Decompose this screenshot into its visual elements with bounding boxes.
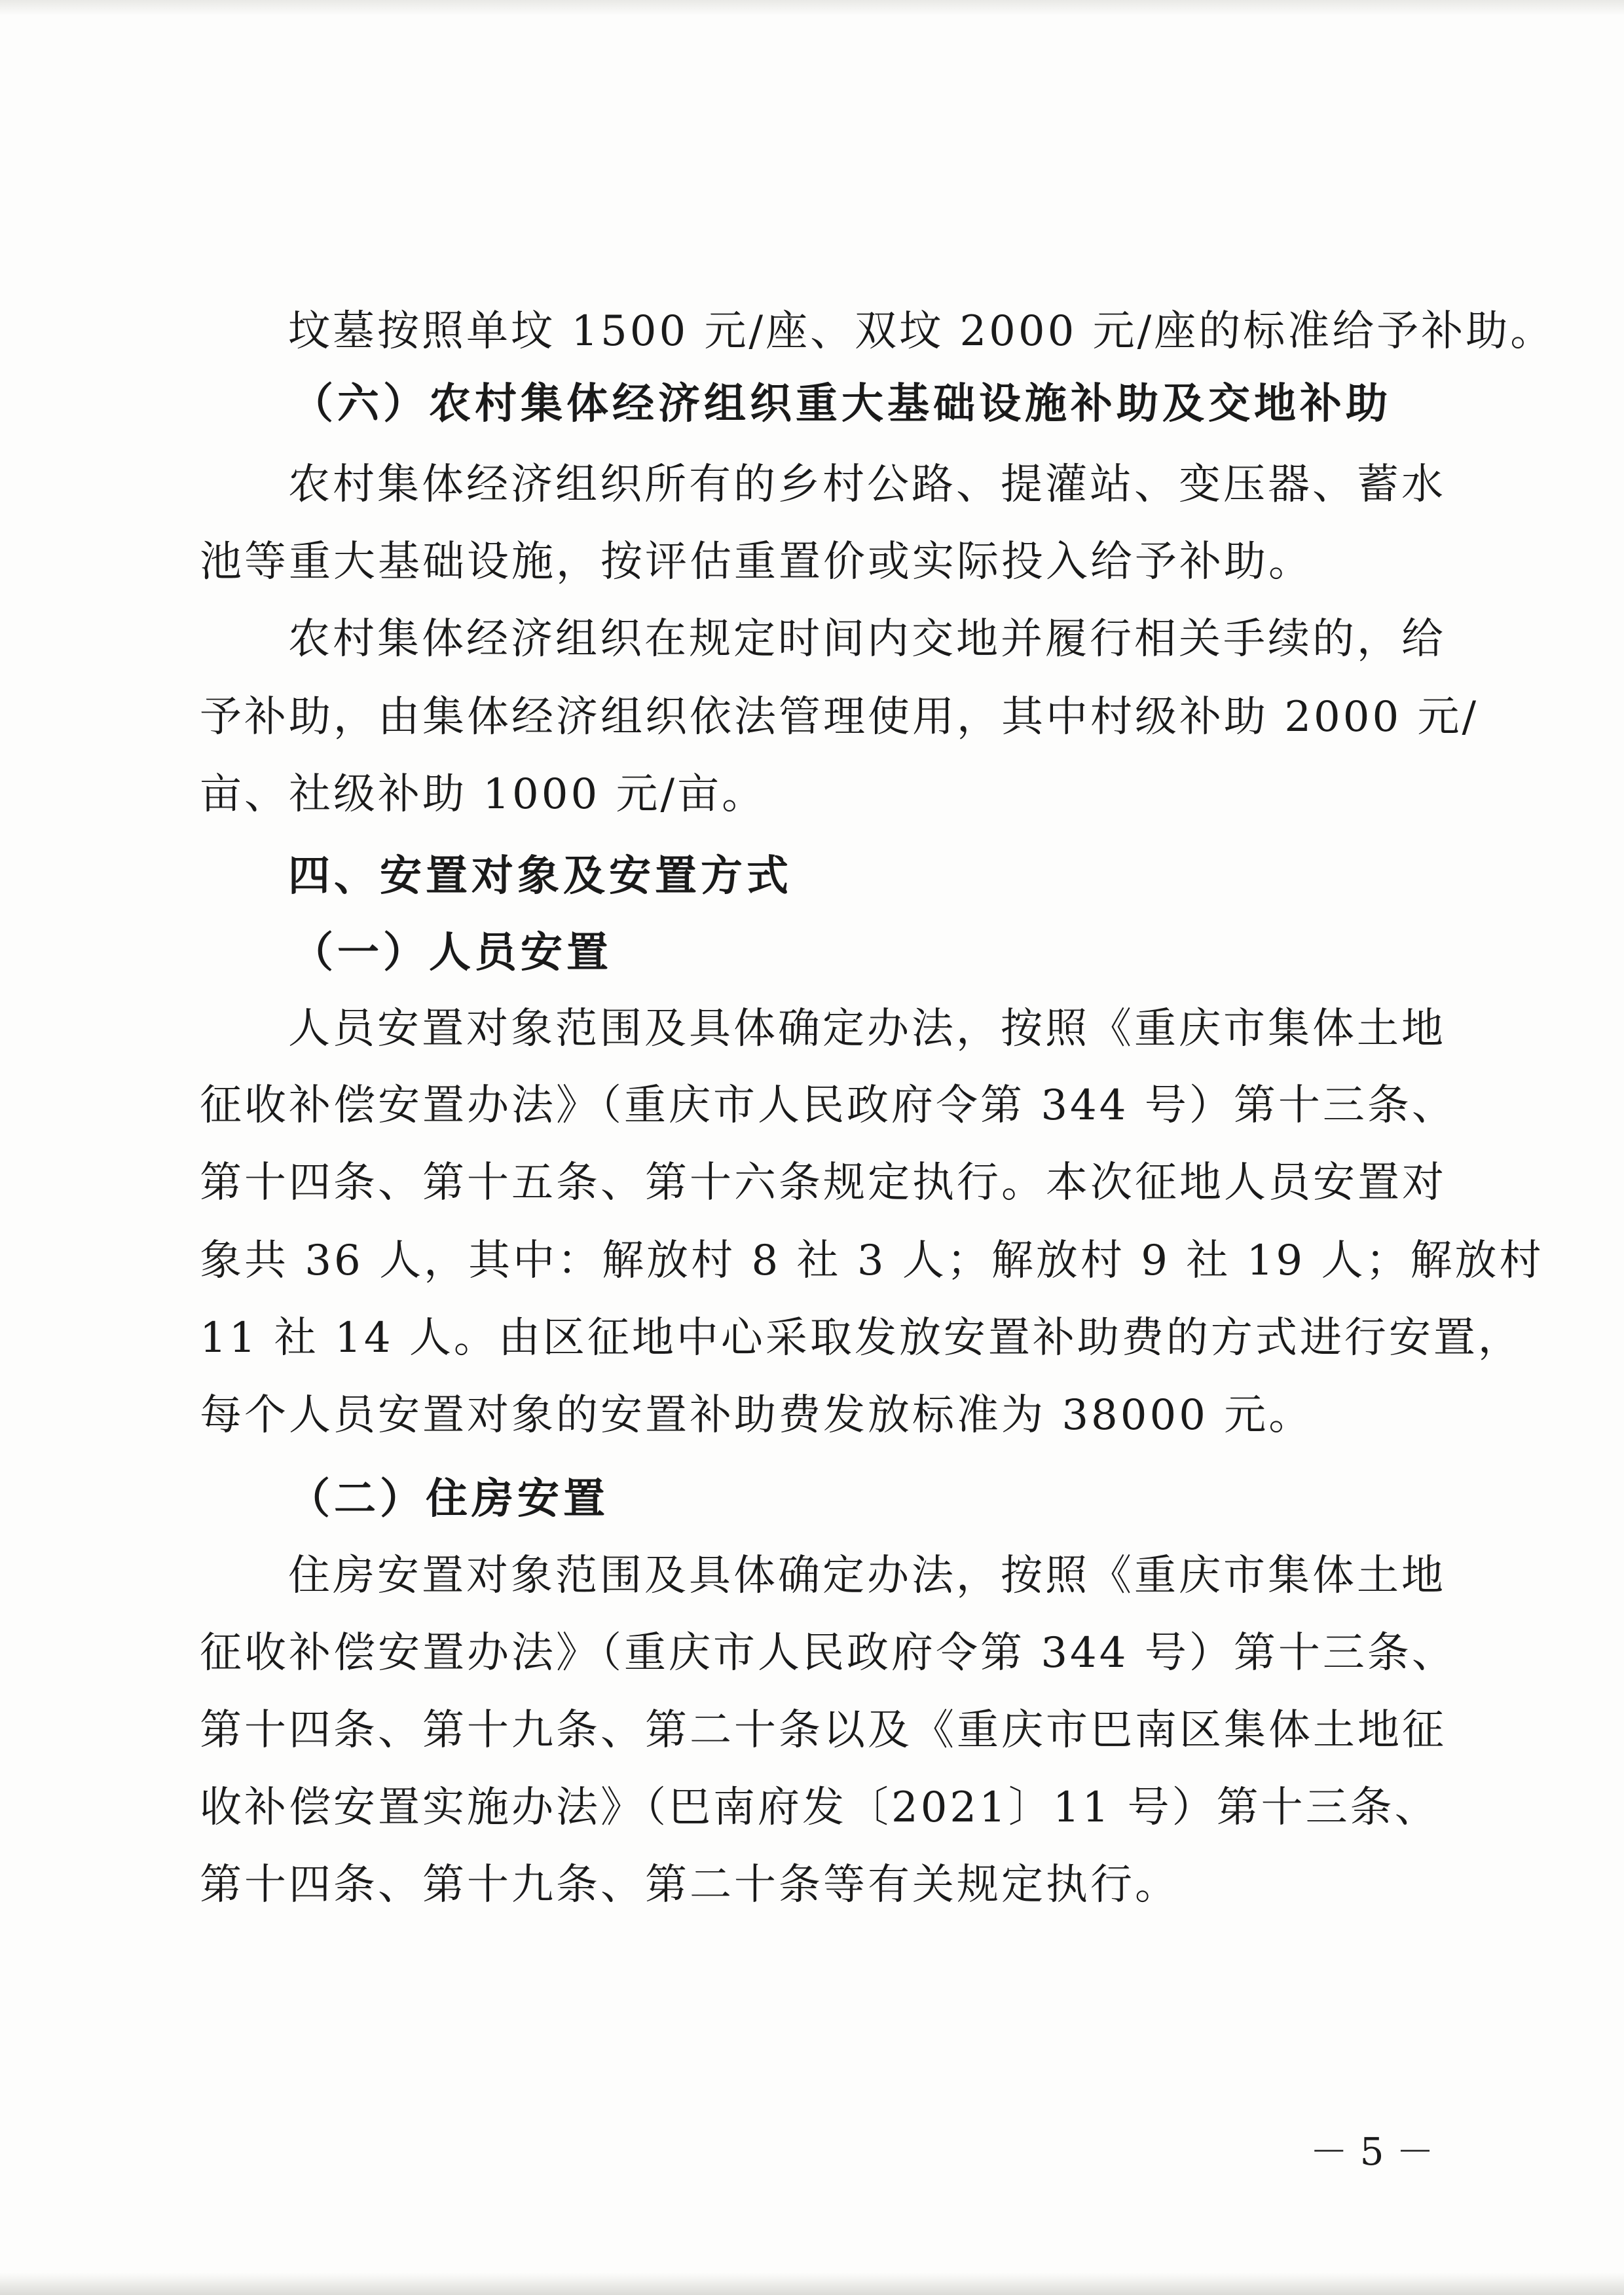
text-line-18: 征收补偿安置办法》（重庆市人民政府令第 344 号）第十三条、	[200, 1629, 1456, 1677]
text-line-20: 收补偿安置实施办法》（巴南府发〔2021〕11 号）第十三条、	[200, 1783, 1439, 1832]
text-line-1: 坟墓按照单坟 1500 元/座、双坟 2000 元/座的标准给予补助。	[288, 307, 1555, 356]
text-line-6: 予补助，由集体经济组织依法管理使用，其中村级补助 2000 元/	[200, 693, 1479, 741]
subheading-six: （六）农村集体经济组织重大基础设施补助及交地补助	[291, 379, 1392, 428]
text-line-21: 第十四条、第十九条、第二十条等有关规定执行。	[200, 1861, 1179, 1909]
text-line-10: 人员安置对象范围及具体确定办法，按照《重庆市集体土地	[288, 1005, 1446, 1053]
text-line-12: 第十四条、第十五条、第十六条规定执行。本次征地人员安置对	[200, 1159, 1447, 1207]
page-number: － 5 －	[1310, 2129, 1434, 2174]
subheading-one: （一）人员安置	[291, 928, 612, 977]
text-line-15: 每个人员安置对象的安置补助费发放标准为 38000 元。	[200, 1391, 1314, 1440]
text-line-4: 池等重大基础设施，按评估重置价或实际投入给予补助。	[200, 538, 1313, 586]
subheading-two: （二）住房安置	[288, 1474, 609, 1523]
text-line-13: 象共 36 人，其中：解放村 8 社 3 人；解放村 9 社 19 人；解放村	[200, 1237, 1544, 1285]
text-line-7: 亩、社级补助 1000 元/亩。	[200, 770, 767, 819]
text-line-19: 第十四条、第十九条、第二十条以及《重庆市巴南区集体土地征	[200, 1706, 1447, 1755]
text-line-14: 11 社 14 人。由区征地中心采取发放安置补助费的方式进行安置，	[200, 1314, 1522, 1362]
text-line-11: 征收补偿安置办法》（重庆市人民政府令第 344 号）第十三条、	[200, 1081, 1456, 1130]
text-line-17: 住房安置对象范围及具体确定办法，按照《重庆市集体土地	[288, 1552, 1446, 1600]
scan-shadow-top	[0, 0, 1624, 16]
text-line-3: 农村集体经济组织所有的乡村公路、提灌站、变压器、蓄水	[288, 460, 1446, 509]
scan-shadow-bottom	[0, 2273, 1624, 2295]
text-line-5: 农村集体经济组织在规定时间内交地并履行相关手续的，给	[288, 615, 1446, 663]
section-heading-four: 四、安置对象及安置方式	[288, 851, 792, 901]
